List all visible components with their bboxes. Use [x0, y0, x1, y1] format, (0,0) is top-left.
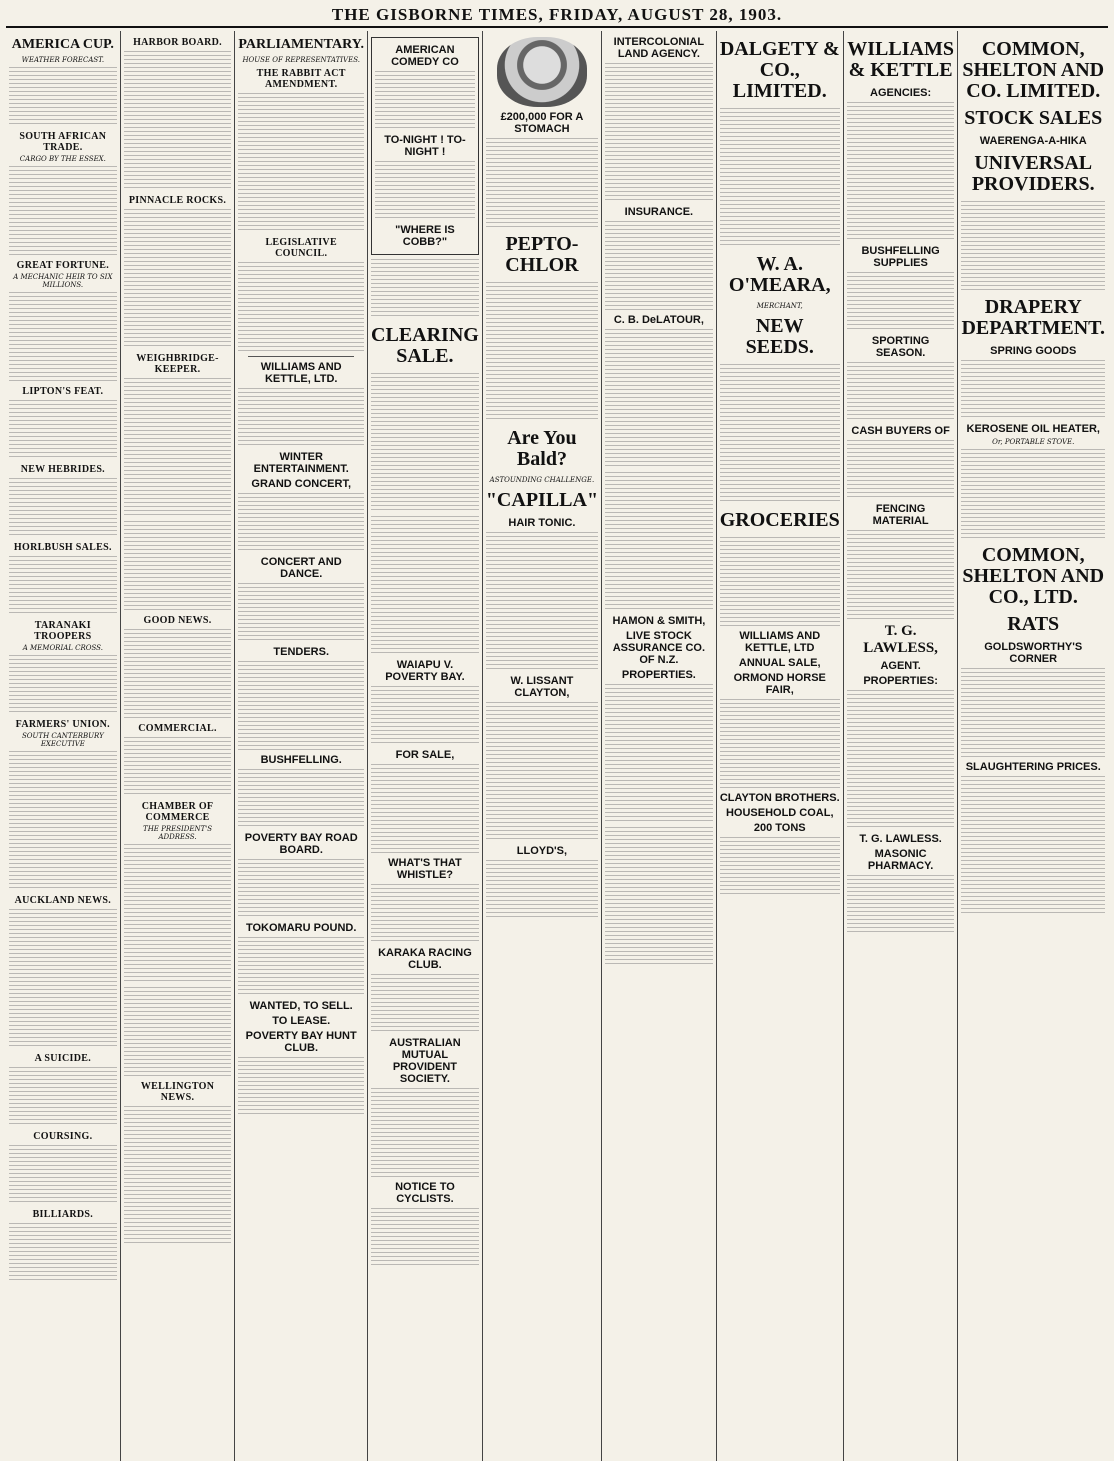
- ad-rats: RATS: [1007, 613, 1060, 635]
- headline-commercial: COMMERCIAL.: [138, 723, 217, 734]
- article-body: [124, 844, 232, 984]
- ad-delatour: C. B. DeLATOUR,: [613, 314, 704, 326]
- ad-spring-goods: SPRING GOODS: [990, 345, 1077, 357]
- headline-auckland-news: AUCKLAND NEWS.: [14, 895, 112, 906]
- ad-waerenga: WAERENGA-A-HIKA: [979, 135, 1087, 147]
- ad-body: [371, 764, 479, 854]
- ad-tokomaru-pound: TOKOMARU POUND.: [245, 922, 357, 934]
- subhead-cargo: CARGO BY THE ESSEX.: [19, 155, 106, 163]
- ad-omeara: W. A. O'MEARA,: [728, 253, 831, 296]
- ad-live-stock: LIVE STOCK ASSURANCE CO. OF N.Z.: [612, 630, 706, 666]
- column-6: [602, 31, 717, 1461]
- ad-bushfelling: BUSHFELLING.: [260, 754, 342, 766]
- divider: [248, 356, 354, 357]
- article-body: [124, 51, 232, 191]
- article-body: [9, 1067, 117, 1127]
- subhead-presidents-address: THE PRESIDENT'S ADDRESS.: [143, 825, 213, 841]
- column-7: [717, 31, 844, 1461]
- ad-hunt-club: POVERTY BAY HUNT CLUB.: [245, 1030, 357, 1054]
- ad-pepto-chlor: PEPTO-CHLOR: [505, 233, 579, 276]
- article-body: [9, 556, 117, 616]
- subhead-executive: SOUTH CANTERBURY EXECUTIVE: [21, 732, 104, 748]
- article-body: [124, 209, 232, 349]
- headline-parliamentary: PARLIAMENTARY.: [238, 37, 365, 52]
- ad-body: [847, 102, 955, 242]
- headline-wellington-news: WELLINGTON NEWS.: [140, 1081, 215, 1103]
- ad-hamon-smith: HAMON & SMITH,: [612, 615, 706, 627]
- ad-for-sale: FOR SALE,: [395, 749, 455, 761]
- ad-ormond-horse-fair: ORMOND HORSE FAIR,: [733, 672, 826, 696]
- ad-body: [486, 138, 598, 228]
- ad-kerosene: KEROSENE OIL HEATER,: [966, 423, 1100, 435]
- ad-whistle: WHAT'S THAT WHISTLE?: [388, 857, 462, 881]
- article-body: [9, 1223, 117, 1283]
- ad-body: [238, 769, 364, 829]
- ad-masonic-pharmacy: MASONIC PHARMACY.: [867, 848, 934, 872]
- ad-williams-kettle-ltd: WILLIAMS AND KETTLE, LTD: [739, 630, 821, 654]
- article-body: [124, 987, 232, 1077]
- ad-properties-list: PROPERTIES:: [863, 675, 938, 687]
- headline-weighbridge: WEIGHBRIDGE-KEEPER.: [136, 353, 219, 375]
- ad-body: [371, 373, 479, 513]
- ad-agencies: AGENCIES:: [870, 87, 932, 99]
- article-body: [124, 378, 232, 518]
- ad-insurance: INSURANCE.: [624, 206, 694, 218]
- ad-body: [238, 1057, 364, 1117]
- column-2: [121, 31, 236, 1461]
- ad-body: [371, 686, 479, 746]
- ad-body: [961, 449, 1105, 539]
- article-body: [238, 93, 364, 233]
- article-body: [9, 909, 117, 1049]
- column-8: [844, 31, 959, 1461]
- ad-wanted-to-sell: WANTED, TO SELL.: [249, 1000, 353, 1012]
- ad-body: [961, 776, 1105, 916]
- ad-clearing-sale: CLEARING SALE.: [371, 324, 479, 367]
- article-body: [124, 1106, 232, 1246]
- ad-bushfelling-supplies: BUSHFELLING SUPPLIES: [861, 245, 940, 269]
- ad-body: [375, 161, 475, 221]
- headline-coursing: COURSING.: [33, 1131, 93, 1142]
- ad-annual-sale: ANNUAL SALE,: [738, 657, 821, 669]
- ad-body: [720, 108, 840, 248]
- ad-cash-buyers: CASH BUYERS OF: [851, 425, 950, 437]
- ad-body: [605, 329, 713, 469]
- article-body: [9, 655, 117, 715]
- ad-williams-kettle: WILLIAMS AND KETTLE, LTD.: [260, 361, 342, 385]
- ad-lissant-clayton: W. LISSANT CLAYTON,: [510, 675, 574, 699]
- ad-body: [486, 282, 598, 422]
- ad-body: [605, 684, 713, 824]
- ad-body: [847, 875, 955, 935]
- headline-liptons-feat: LIPTON'S FEAT.: [22, 386, 104, 397]
- ad-body: [847, 440, 955, 500]
- ad-clayton-brothers: CLAYTON BROTHERS.: [719, 792, 840, 804]
- ad-body: [238, 661, 364, 751]
- ad-goldsworthys: GOLDSWORTHY'S CORNER: [984, 641, 1083, 665]
- headline-america-cup: AMERICA CUP.: [11, 37, 114, 52]
- headline-pinnacle-rocks: PINNACLE ROCKS.: [128, 195, 227, 206]
- ad-dalgety: DALGETY & CO., LIMITED.: [719, 38, 840, 102]
- portrait-illustration: [497, 37, 587, 107]
- ad-body: [847, 362, 955, 422]
- ad-body: [238, 937, 364, 997]
- headline-legislative-council: LEGISLATIVE COUNCIL.: [265, 237, 337, 259]
- ad-200-tons: 200 TONS: [753, 822, 806, 834]
- ad-stomach: £200,000 FOR A STOMACH: [500, 111, 584, 135]
- headline-farmers-union: FARMERS' UNION.: [15, 719, 110, 730]
- subhead-memorial: A MEMORIAL CROSS.: [22, 644, 103, 652]
- masthead: THE GISBORNE TIMES, FRIDAY, AUGUST 28, 1903.: [6, 4, 1108, 28]
- article-body: [238, 262, 364, 352]
- ad-body: [371, 884, 479, 944]
- ad-body: [371, 516, 479, 656]
- ad-box-theatre: [371, 37, 479, 255]
- ad-winter-entertainment: WINTER ENTERTAINMENT.: [253, 451, 349, 475]
- ad-body: [847, 690, 955, 830]
- ad-where-is-cobb: "WHERE IS COBB?": [395, 224, 455, 248]
- ad-hair-tonic: HAIR TONIC.: [508, 517, 576, 529]
- ad-grand-concert: GRAND CONCERT,: [251, 478, 352, 490]
- ad-groceries: GROCERIES: [719, 509, 840, 531]
- ad-body: [605, 827, 713, 967]
- ad-to-lease: TO LEASE.: [272, 1015, 331, 1027]
- column-3: [235, 31, 368, 1461]
- ad-body: [720, 537, 840, 627]
- ad-agent: AGENT.: [880, 660, 921, 672]
- ad-common-shelton: COMMON, SHELTON AND CO. LIMITED.: [962, 38, 1105, 102]
- headline-rabbit-act: THE RABBIT ACT AMENDMENT.: [256, 68, 346, 90]
- ad-body: [720, 837, 840, 897]
- ad-body: [238, 859, 364, 919]
- ad-body: [238, 493, 364, 553]
- headline-great-fortune: GREAT FORTUNE.: [16, 260, 110, 271]
- column-9: [958, 31, 1108, 1461]
- ad-tenders: TENDERS.: [273, 646, 330, 658]
- ad-williams-kettle-logo: WILLIAMS & KETTLE: [847, 38, 954, 81]
- ad-body: [486, 860, 598, 920]
- ad-waiapu-poverty-bay: WAIAPU V. POVERTY BAY.: [385, 659, 465, 683]
- headline-billiards: BILLIARDS.: [32, 1209, 94, 1220]
- ad-fencing-material: FENCING MATERIAL: [872, 503, 929, 527]
- headline-good-news: GOOD NEWS.: [143, 615, 212, 626]
- article-body: [9, 478, 117, 538]
- ad-karaka-racing: KARAKA RACING CLUB.: [378, 947, 472, 971]
- ad-body: [605, 221, 713, 311]
- ad-road-board: POVERTY BAY ROAD BOARD.: [244, 832, 358, 856]
- column-1: [6, 31, 121, 1461]
- article-body: [9, 400, 117, 460]
- ad-body: [238, 583, 364, 643]
- ad-body: [605, 472, 713, 612]
- ad-universal-providers: UNIVERSAL PROVIDERS.: [971, 152, 1095, 195]
- ad-lawless: T. G. LAWLESS,: [863, 623, 938, 656]
- headline-suicide: A SUICIDE.: [34, 1053, 92, 1064]
- ad-body: [375, 71, 475, 131]
- ad-stock-sales: STOCK SALES: [964, 107, 1103, 129]
- subhead-mechanic: A MECHANIC HEIR TO SIX MILLIONS.: [13, 273, 113, 289]
- headline-horlbush-sales: HORLBUSH SALES.: [13, 542, 112, 553]
- article-body: [124, 521, 232, 611]
- ad-capilla: "CAPILLA": [485, 489, 599, 511]
- article-body: [9, 751, 117, 891]
- ad-body: [961, 668, 1105, 758]
- article-body: [124, 629, 232, 719]
- article-body: [9, 67, 117, 127]
- headline-taranaki-troopers: TARANAKI TROOPERS: [34, 620, 92, 642]
- ad-new-seeds: NEW SEEDS.: [745, 315, 814, 358]
- ad-intercolonial: INTERCOLONIAL LAND AGENCY.: [613, 36, 705, 60]
- headline-new-hebrides: NEW HEBRIDES.: [20, 464, 105, 475]
- ad-body: [371, 259, 479, 319]
- ad-body: [847, 272, 955, 332]
- ad-body: [961, 201, 1105, 291]
- subhead-weather: WEATHER FORECAST.: [21, 56, 105, 64]
- ad-notice-cyclists: NOTICE TO CYCLISTS.: [395, 1181, 455, 1205]
- column-5: [483, 31, 602, 1461]
- article-body: [124, 737, 232, 797]
- ad-body: [371, 974, 479, 1034]
- article-body: [9, 1145, 117, 1205]
- ad-american-comedy: AMERICAN COMEDY CO: [391, 44, 459, 68]
- ad-are-you-bald: Are You Bald?: [507, 427, 577, 470]
- ad-amp-society: AUSTRALIAN MUTUAL PROVIDENT SOCIETY.: [389, 1037, 461, 1085]
- ad-body: [847, 530, 955, 620]
- ad-body: [720, 364, 840, 504]
- subhead-house: HOUSE OF REPRESENTATIVES.: [242, 56, 360, 64]
- ad-tonight: TO-NIGHT ! TO-NIGHT !: [384, 134, 466, 158]
- ad-body: [238, 388, 364, 448]
- ad-body: [605, 63, 713, 203]
- article-body: [9, 166, 117, 256]
- ad-drapery: DRAPERY DEPARTMENT.: [961, 296, 1106, 339]
- column-4: [368, 31, 483, 1461]
- headline-south-african-trade: SOUTH AFRICAN TRADE.: [19, 131, 107, 153]
- headline-harbor-board: HARBOR BOARD.: [133, 37, 222, 48]
- ad-body: [486, 532, 598, 672]
- ad-sporting-season: SPORTING SEASON.: [871, 335, 930, 359]
- columns: [6, 31, 1108, 1461]
- ad-slaughtering: SLAUGHTERING PRICES.: [965, 761, 1101, 773]
- headline-chamber-of-commerce: CHAMBER OF COMMERCE: [141, 801, 214, 823]
- ad-body: [961, 360, 1105, 420]
- ad-body: [371, 1088, 479, 1178]
- ad-concert-and-dance: CONCERT AND DANCE.: [260, 556, 342, 580]
- ad-common-shelton-2: COMMON, SHELTON AND CO., LTD.: [962, 544, 1105, 608]
- ad-body: [371, 1208, 479, 1268]
- ad-body: [486, 702, 598, 842]
- article-body: [9, 292, 117, 382]
- ad-body: [720, 699, 840, 789]
- ad-lawless-footer: T. G. LAWLESS.: [859, 833, 942, 845]
- ad-merchant: MERCHANT,: [756, 302, 803, 310]
- ad-lloyds: LLOYD'S,: [516, 845, 568, 857]
- ad-challenge: ASTOUNDING CHALLENGE.: [489, 476, 595, 484]
- ad-portable-stove: Or, PORTABLE STOVE.: [992, 438, 1075, 446]
- ad-properties: PROPERTIES.: [621, 669, 696, 681]
- ad-household-coal: HOUSEHOLD COAL,: [725, 807, 834, 819]
